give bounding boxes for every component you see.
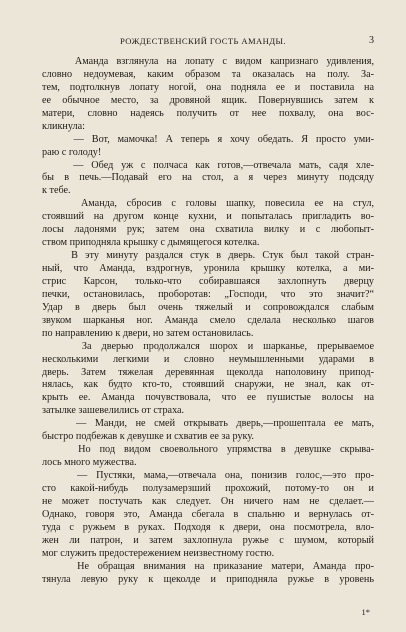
text-line: лось много мужества. — [42, 457, 137, 469]
text-line: затылке зашевелились от страха. — [42, 405, 185, 417]
signature-mark: 1* — [361, 607, 370, 617]
text-line: сто какой-нибудь полузамерзший прохожий, потому-то он и — [42, 482, 374, 494]
body-text — [42, 56, 374, 586]
text-line: матери, словно надеясь получить от нее похвалу, она вос- — [42, 107, 374, 119]
text-line: ный, что Аманда, вздрогнув, уронила крышку котелка, а ми- — [42, 263, 374, 274]
text-line: бы в печь.—Подавай его на стол, а я через минуту подсяду — [42, 172, 374, 184]
text-line: лосы ладонями рук; затем она схватила вилку и с любопыт- — [42, 224, 374, 236]
text-line: звуком шарканья ног. Аманда смело сделала несколько шагов — [42, 314, 374, 326]
text-line: Аманда, сбросив с головы шапку, повесила ее на стул, — [42, 198, 374, 210]
text-line: кликнула: — [42, 120, 85, 132]
text-line: Но под видом своевольного упрямства в девушке скрыва- — [42, 444, 374, 456]
text-line: стрис Карсон, только-что собиравшаяся захлопнуть дверцу — [42, 275, 374, 287]
text-line: жен ли патрон, и затем захлопнула ружье с шумом, который — [42, 534, 374, 546]
text-line: крыть ее. Аманда почувствовала, что ее пушистые волосы на — [42, 392, 374, 404]
text-line: к тебе. — [42, 185, 71, 197]
text-line: нялась, как будто кто-то, стоявший снаружи, не знал, как от- — [42, 379, 374, 391]
text-line: быстро подбежав к девушке и схватив ее за руку. — [42, 431, 254, 443]
running-head — [0, 36, 406, 50]
text-line: мог служить предостережением неизвестному гостю. — [42, 547, 275, 559]
text-line: ством приподняла крышку с дымящегося котелка. — [42, 237, 260, 249]
text-line: туда с ружьем в руках. Подходя к двери, она посмотрела, вло- — [42, 521, 374, 533]
text-line: — Пустяки, мама,—отвечала она, понизив голос,—это про- — [42, 470, 374, 481]
text-line: Не обращая внимания на приказание матери, Аманда про- — [42, 560, 374, 572]
text-line: стоявший на другом конце кухни, и попыталась пригладить во- — [42, 211, 374, 223]
text-line: В эту минуту раздался стук в дверь. Стук был такой стран- — [42, 250, 374, 262]
text-line: по направлению к двери, но затем остановилась. — [42, 327, 254, 339]
text-line: — Вот, мамочка! А теперь я хочу обедать. Я просто уми- — [42, 133, 374, 145]
text-line: словно недоумевая, каким образом та оказалась на полу. За- — [42, 68, 374, 80]
text-line: — Обед уж с полчаса как готов,—отвечала мать, садя хле- — [42, 159, 374, 171]
text-line: не может постучать как следует. Он ничего нам не сделает.— — [42, 495, 374, 507]
text-line: дверь. Затем тяжелая деревянная щеколда наполовину припод- — [42, 366, 374, 378]
text-line: За дверью продолжался шорох и шарканье, прерываемое — [42, 340, 374, 352]
page-number: 3 — [369, 35, 374, 46]
text-line: Удар в дверь был очень тяжелый и сопровождался слабым — [42, 301, 374, 313]
text-line: тем, подтолкнув лопату ногой, она подняла ее и поставила на — [42, 81, 374, 93]
text-line: Однако, говоря это, Аманда сбегала в спальню и вернулась от- — [42, 508, 374, 520]
text-line: несколькими легкими и словно неумышленными ударами в — [42, 353, 374, 365]
text-line: ее обычное место, за дровяной ящик. Повернувшись затем к — [42, 94, 374, 106]
text-line: — Манди, не смей открывать дверь,—прошептала ее мать, — [42, 418, 374, 430]
text-line: тянула левую руку к щеколде и приподняла ружье в уровень — [42, 573, 374, 585]
text-line: Аманда взглянула на лопату с видом капризнаго удивления, — [42, 56, 374, 67]
text-line: раю с голоду! — [42, 146, 102, 158]
running-title: РОЖДЕСТВЕНСКИЙ ГОСТЬ АМАНДЫ. — [120, 36, 286, 46]
text-line: печки, остановилась, проборотав: „Господи, что это значит?“ — [42, 288, 374, 300]
